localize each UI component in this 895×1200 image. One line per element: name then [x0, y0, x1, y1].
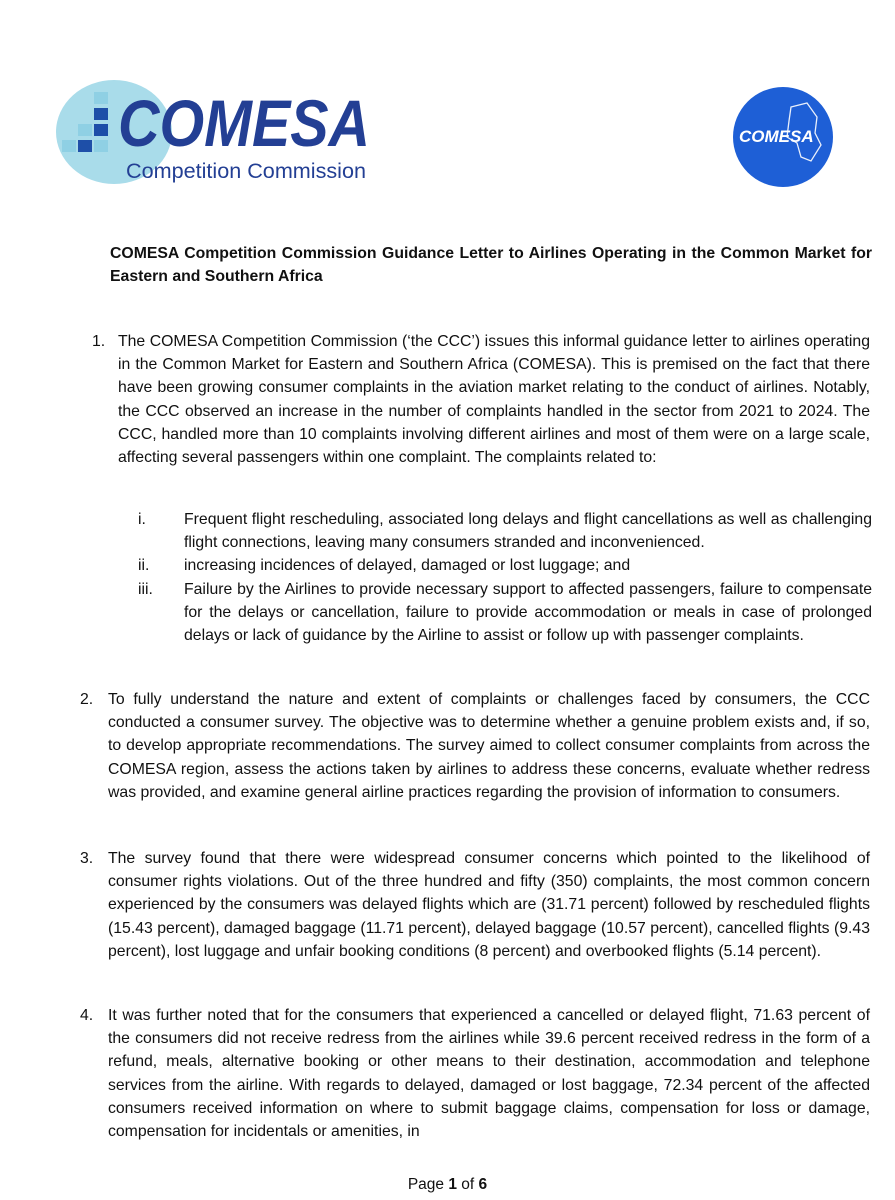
sublist-text: increasing incidences of delayed, damaged or lost luggage; and — [184, 557, 631, 575]
comesa-seal-icon — [729, 87, 837, 187]
paragraph-text: The survey found that there were widespread consumer concerns which pointed to the likelihood of consumer rights violations. Out of the three hundred and fifty (350) complaints, the most common concern experienced by the consumers was delayed flights which are (31.71 percent) followed by rescheduled flights (15.43 percent), damaged baggage (11.71 percent), delayed baggage (10.57 percent), cancelled flights (9.43 percent), lost luggage and unfair booking conditions (8 percent) and overbooked flights (5.14 percent). — [108, 850, 870, 960]
comesa-logo-icon — [54, 76, 374, 188]
comesa-round-seal-logo — [729, 87, 837, 187]
paragraph-2 — [80, 688, 872, 804]
sublist-item — [138, 508, 872, 554]
svg-text:Competition Commission: Competition Commission — [126, 160, 366, 183]
comesa-competition-commission-logo — [54, 76, 374, 188]
sublist-item — [138, 554, 872, 577]
paragraph-number: 3. — [80, 850, 94, 867]
total-page-count: 6 — [478, 1176, 488, 1193]
page-footer — [0, 1176, 895, 1194]
paragraph-1 — [92, 330, 872, 469]
paragraph-3 — [80, 847, 872, 963]
sublist-number: i. — [138, 511, 146, 528]
footer-separator: of — [461, 1176, 475, 1193]
svg-text:COMESA: COMESA — [739, 127, 814, 146]
sublist-number: iii. — [138, 580, 153, 598]
paragraph-number: 4. — [80, 1007, 94, 1024]
svg-text:COMESA: COMESA — [118, 86, 370, 160]
paragraph-text: To fully understand the nature and extent of complaints or challenges faced by consumers, the CCC conducted a consumer survey. The objective was to determine whether a genuine problem exists and, if so, to develop appropriate recommendations. The survey aimed to collect consumer complaints from across the COMESA region, assess the actions taken by airlines to address these concerns, evaluate whether redress was provided, and examine general airline practices regarding the provision of information to consumers. — [108, 691, 870, 801]
paragraph-number: 1. — [92, 333, 106, 350]
paragraph-text: It was further noted that for the consumers that experienced a cancelled or delayed flight, 71.63 percent of the consumers did not receive redress from the airlines while 39.6 percent received redress in the form of a refund, meals, alternative booking or other means to their destination, accommodation and telephone services from the airline. With regards to delayed, damaged or lost baggage, 72.34 percent of the affected consumers received information on where to submit baggage claims, compensation for loss or damage, compensation for incidentals or amenities, in — [108, 1007, 870, 1141]
complaints-sublist — [138, 508, 872, 647]
paragraph-number: 2. — [80, 691, 94, 708]
paragraph-4 — [80, 1004, 872, 1143]
document-title: COMESA Competition Commission Guidance Letter to Airlines Operating in the Common Market for Eastern and Southern Africa — [110, 245, 872, 285]
current-page-number: 1 — [448, 1176, 457, 1193]
footer-prefix: Page — [407, 1176, 445, 1193]
sublist-text: Failure by the Airlines to provide necessary support to affected passengers, failure to compensate for the delays or cancellation, failure to provide accommodation or meals in case of prolonged delays or lack of guidance by the Airline to assist or follow up with passenger complaints. — [184, 580, 872, 645]
sublist-text: Frequent flight rescheduling, associated long delays and flight cancellations as well as challenging flight connections, leaving many consumers stranded and inconvenienced. — [184, 511, 872, 552]
sublist-number: ii. — [138, 557, 150, 575]
paragraph-text: The COMESA Competition Commission (‘the CCC’) issues this informal guidance letter to airlines operating in the Common Market for Eastern and Southern Africa (COMESA). This is premised on the fact that there have been growing consumer complaints in the aviation market relating to the conduct of airlines. Notably, the CCC observed an increase in the number of complaints handled in the sector from 2021 to 2024. The CCC, handled more than 10 complaints involving different airlines and most of them were on a large scale, affecting several passengers within one complaint. The complaints related to: — [118, 333, 870, 467]
sublist-item — [138, 578, 872, 648]
